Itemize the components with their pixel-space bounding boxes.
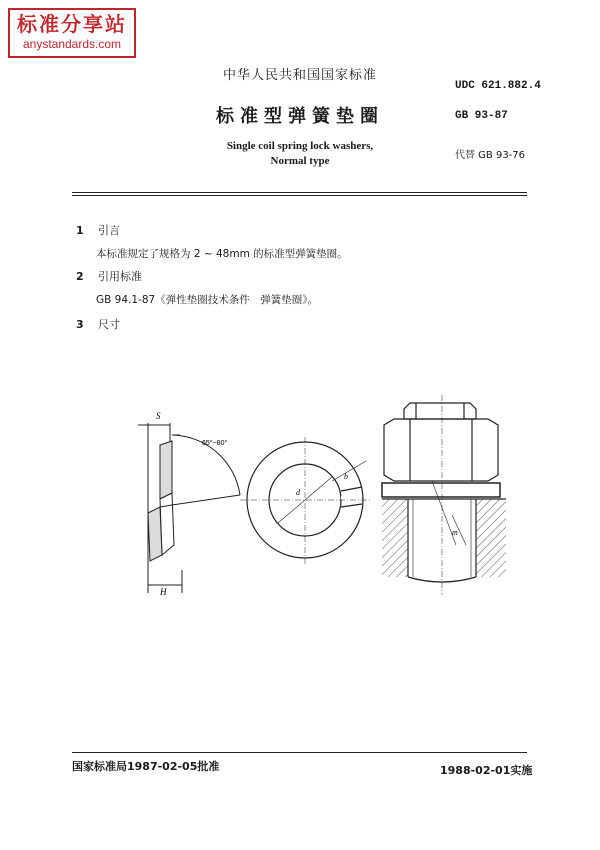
label-b: b	[344, 472, 348, 481]
header-rule	[72, 195, 527, 196]
udc-code: UDC 621.882.4	[455, 80, 541, 92]
label-m: m	[452, 528, 458, 537]
section-title: 引言	[98, 224, 120, 237]
label-s: S	[156, 411, 161, 421]
section-3-heading	[76, 316, 120, 332]
label-angle: 65°~80°	[202, 440, 228, 447]
label-h: H	[160, 587, 167, 597]
bolt-assembly-view	[382, 395, 506, 595]
stamp-cn: 标准分享站	[17, 12, 127, 36]
approval-date: 国家标准局1987-02-05批准	[72, 760, 220, 773]
washer-top-view	[240, 437, 370, 565]
section-title: 尺寸	[98, 318, 120, 331]
section-number: 2	[76, 270, 84, 283]
standard-code: GB 93-87	[455, 110, 508, 122]
washer-drawing	[120, 395, 510, 610]
section-number: 1	[76, 224, 84, 237]
title-en-line2: Normal type	[270, 155, 330, 167]
section-number: 3	[76, 318, 84, 331]
page-title: 标准型弹簧垫圈	[216, 106, 384, 127]
replaces-note: 代替 GB 93-76	[455, 150, 526, 161]
issuer: 中华人民共和国国家标准	[222, 68, 377, 83]
section-title: 引用标准	[98, 270, 142, 283]
title-en-line1: Single coil spring lock washers,	[226, 140, 374, 152]
effective-date: 1988-02-01实施	[440, 764, 533, 777]
section-2-body: GB 94.1-87《弹性垫圈技术条件 弹簧垫圈》。	[96, 294, 318, 306]
header-rule	[72, 192, 527, 193]
watermark-stamp	[8, 8, 136, 58]
washer-side-view	[138, 423, 240, 593]
label-d: d	[296, 488, 300, 497]
footer-rule	[72, 752, 527, 753]
section-2-heading	[76, 268, 142, 284]
section-1-body: 本标准规定了规格为 2 ~ 48mm 的标准型弹簧垫圈。	[96, 248, 348, 260]
section-1-heading	[76, 222, 120, 238]
stamp-en: anystandards.com	[22, 37, 122, 51]
